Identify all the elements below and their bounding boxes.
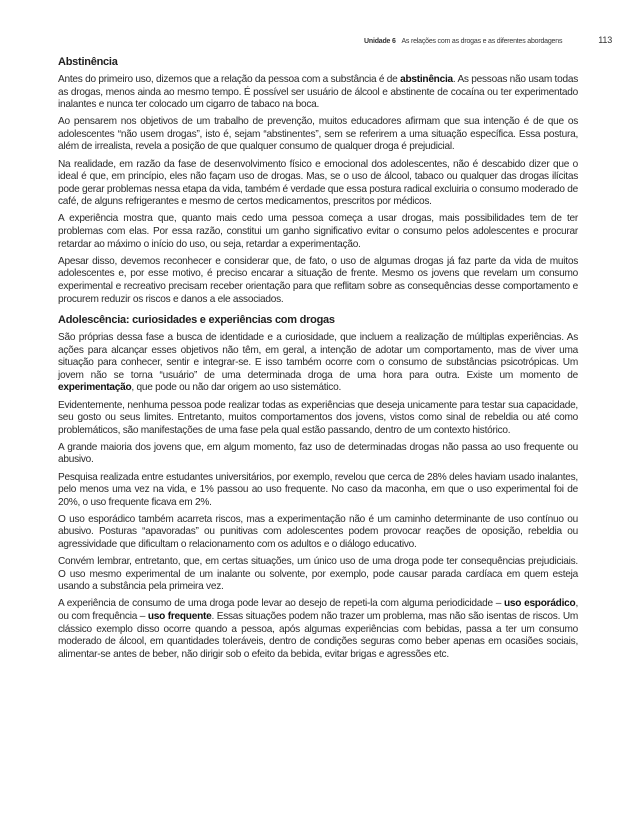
paragraph xyxy=(58,598,578,661)
bold-term: abstinência xyxy=(400,74,453,85)
text-run: São próprias dessa fase a busca de identidade e a curiosidade, que incluem a realização de múltiplas experiências. As ações para alcançar esses objetivos não têm, em geral, a intenção de adotar um comportamento, mas de viver uma situação para conhecer, sentir e integrar-se. E isso também ocorre com o consumo de substâncias psicotrópicas. Um jovem não se torna “usuário” de uma determinada droga de uma hora para outra. Existe um momento de xyxy=(58,332,578,381)
paragraph: Convém lembrar, entretanto, que, em certas situações, um único uso de uma droga pode ter consequências prejudiciais. O uso mesmo experimental de um inalante ou solvente, por exemplo, pode causar parada cardíaca em quem esteja usando a substância pela primeira vez. xyxy=(58,556,578,593)
paragraph xyxy=(58,332,578,395)
bold-term: uso frequente xyxy=(147,610,212,622)
bold-term: uso esporádico xyxy=(504,598,576,610)
bold-term: experimentação xyxy=(58,382,132,394)
text-run: A experiência de consumo de uma droga pode levar ao desejo de repeti-la com alguma periodicidade – xyxy=(58,598,504,610)
paragraph: O uso esporádico também acarreta riscos, mas a experimentação não é um caminho determinante de uso contínuo ou abusivo. Posturas “apavoradas” ou punitivas com adolescentes podem provocar reações de oposição, rebeldia ou agressividade que dificultam o relacionamento com os adultos e o diálogo educativo. xyxy=(58,513,578,550)
section-title-abstinencia: Abstinência xyxy=(58,56,118,68)
paragraph: A experiência mostra que, quanto mais cedo uma pessoa começa a usar drogas, mais possibilidades tem de ter problemas com elas. Por essa razão, constitui um ganho significativo evitar o consumo pelos adolescentes e procurar retardar ao máximo o início do uso, ou seja, retardar a experimentação. xyxy=(58,213,578,250)
paragraph: Na realidade, em razão da fase de desenvolvimento físico e emocional dos adolescentes, não é descabido dizer que o ideal é que, em princípio, eles não façam uso de drogas. Mas, se o uso de álcool, tabaco ou qualquer das drogas ilícitas pode gerar problemas nessa etapa da vida, também é verdade que essa postura radical excluiria o consumo moderado de café, de alguns refrigerantes e mesmo de certos medicamentos, prescritos por médicos. xyxy=(58,158,579,208)
running-header xyxy=(364,35,612,45)
paragraph: Evidentemente, nenhuma pessoa pode realizar todas as experiências que deseja unicamente para testar sua capacidade, seu gosto ou seus limites. Entretanto, muitos comportamentos dos jovens, vistos como sinal de rebeldia ou até como problemáticos, são manifestações de uma fase pela qual estão passando, dentro de um contexto histórico. xyxy=(58,399,578,436)
paragraph xyxy=(58,74,578,112)
unit-subtitle: As relações com as drogas e as diferentes abordagens xyxy=(401,38,563,45)
text-run: . Essas situações podem não trazer um problema, mas não são isentas de riscos. Um clássico exemplo disso ocorre quando a pessoa, após algumas experiências com bebidas, passa a ter um consumo moderado de álcool, em quantidades toleráveis, dentro de condições seguras como beber apenas em ocasiões sociais, alimentar-se antes de beber, não dirigir sob o efeito da bebida, evitar brigas e agressões etc. xyxy=(58,610,579,660)
page-content xyxy=(58,56,578,666)
unit-label: Unidade 6 xyxy=(364,38,396,45)
text-run: . As pessoas não usam todas as drogas, menos ainda ao mesmo tempo. É possível ser usuário de álcool e abstinente de cocaína ou ter experimentado inalantes e nunca ter colocado um cigarro de tabaco na boca. xyxy=(58,74,578,111)
text-run: , ou com frequência – xyxy=(58,598,578,622)
section-title-adolescencia: Adolescência: curiosidades e experiências com drogas xyxy=(58,314,335,327)
paragraph: A grande maioria dos jovens que, em algum momento, faz uso de determinadas drogas não passa ao uso frequente ou abusivo. xyxy=(58,441,578,466)
text-run: Antes do primeiro uso, dizemos que a relação da pessoa com a substância é de xyxy=(58,74,401,85)
paragraph: Pesquisa realizada entre estudantes universitários, por exemplo, revelou que cerca de 28% deles haviam usado inalantes, pelo menos uma vez na vida, e 1% passou ao uso frequente. No caso da maconha, em que o uso experimental foi de 20%, o uso frequente ficava em 2%. xyxy=(58,471,578,508)
page-number: 113 xyxy=(598,35,612,45)
paragraph: Ao pensarem nos objetivos de um trabalho de prevenção, muitos educadores afirmam que sua intenção é de que os adolescentes “não usem drogas”, isto é, sejam “abstinentes”, sem se referirem a uma situação específica. Essa postura, além de irrealista, revela a posição de que qualquer consumo de qualquer droga é prejudicial. xyxy=(58,116,578,153)
paragraph: Apesar disso, devemos reconhecer e considerar que, de fato, o uso de algumas drogas já faz parte da vida de muitos adolescentes e, por esse motivo, é preciso encarar a situação de frente. Mesmo os jovens que revelam um consumo experimental e recreativo precisam receber orientação para que reflitam sobre as consequências desse comportamento e procurem reduzir os riscos e danos a ele associados. xyxy=(58,255,578,305)
text-run: , que pode ou não dar origem ao uso sistemático. xyxy=(131,382,342,394)
